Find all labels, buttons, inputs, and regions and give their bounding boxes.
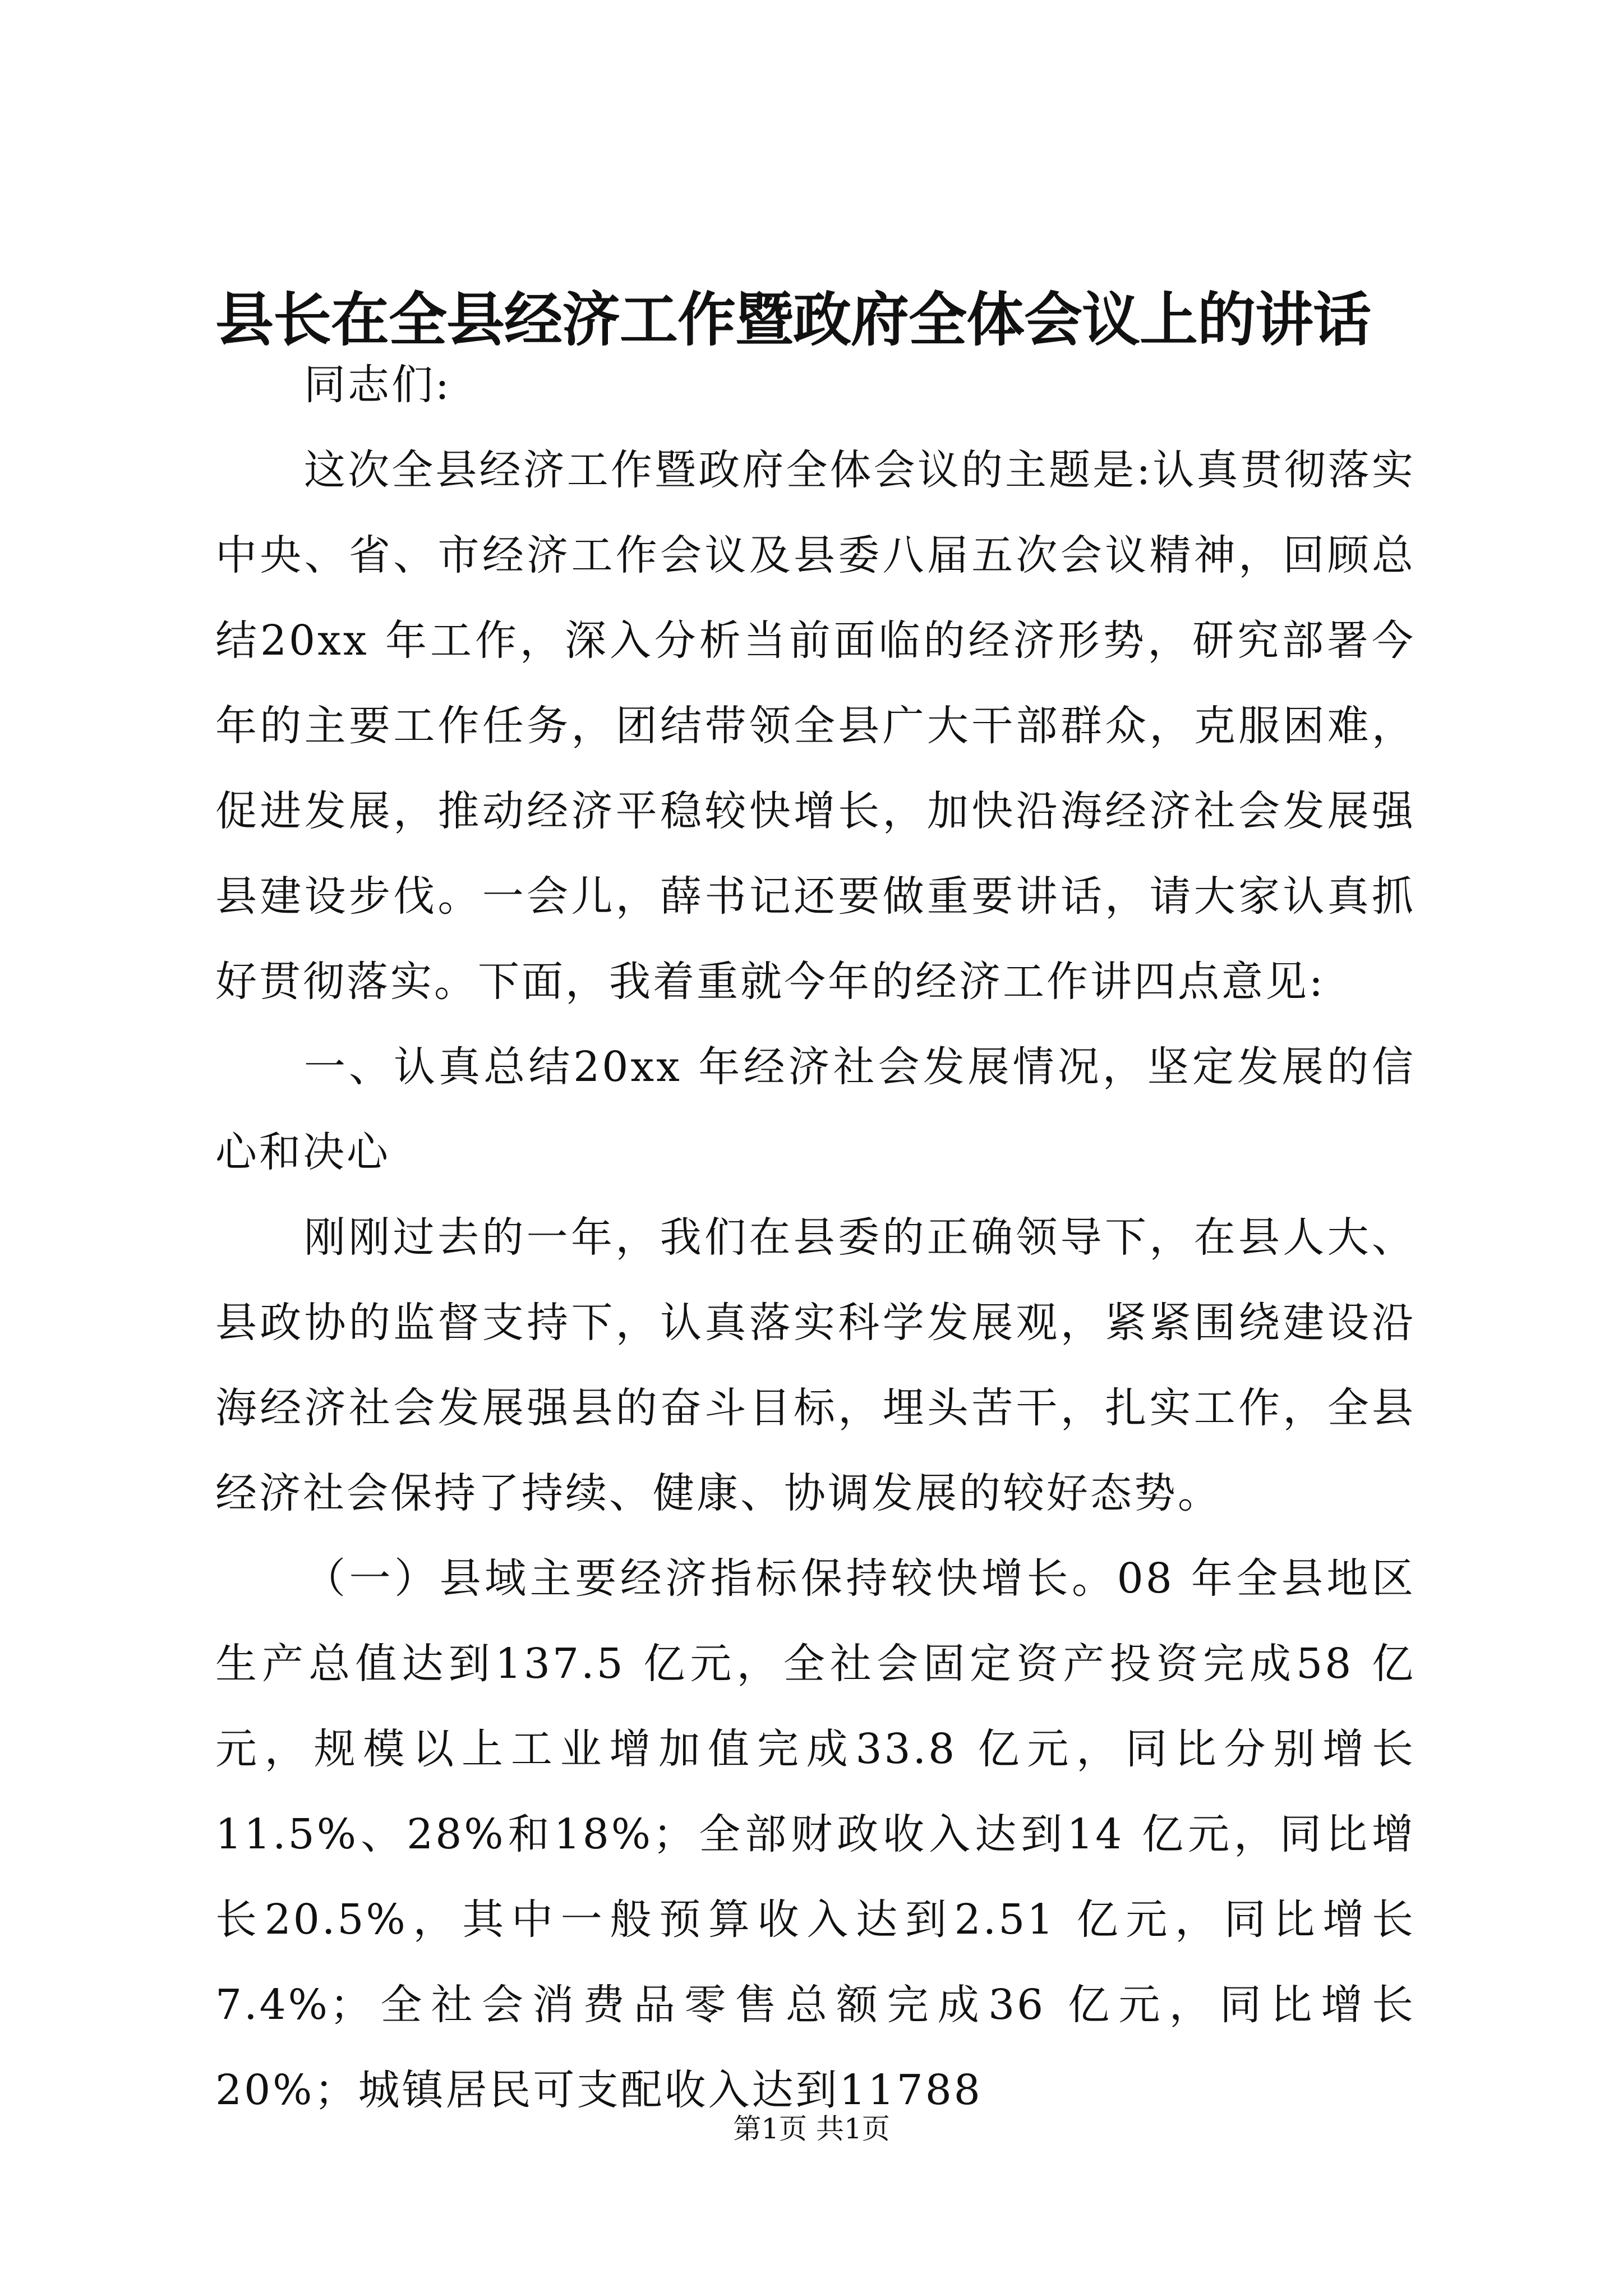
- section-heading-1: 一、认真总结20xx 年经济社会发展情况，坚定发展的信心和决心: [215, 1043, 1415, 1176]
- paragraph-indicators: （一）县域主要经济指标保持较快增长。08 年全县地区生产总值达到137.5 亿元，全社会固定资产投资完成58 亿元，规模以上工业增加值完成33.8 亿元，同比分别增长11.5%、28%和18%；全部财政收入达到14 亿元，同比增长20.5%，其中一般预算收入达到2.51 亿元，同比增长7.4%；全社会消费品零售总额完成36 亿元，同比增长20%；城镇居民可支配收入达到11788: [215, 1554, 1415, 2114]
- page-footer: 第1页 共1页: [733, 2113, 890, 2145]
- document-title: 县长在全县经济工作暨政府全体会议上的讲话: [215, 285, 1371, 354]
- salutation: 同志们:: [304, 361, 451, 409]
- paragraph-intro: 这次全县经济工作暨政府全体会议的主题是:认真贯彻落实中央、省、市经济工作会议及县委八届五次会议精神，回顾总结20xx 年工作，深入分析当前面临的经济形势，研究部署今年的主要工作任务，团结带领全县广大干部群众，克服困难，促进发展，推动经济平稳较快增长，加快沿海经济社会发展强县建设步伐。一会儿，薛书记还要做重要讲话，请大家认真抓好贯彻落实。下面，我着重就今年的经济工作讲四点意见:: [215, 446, 1415, 1006]
- document-body: [215, 342, 1415, 2133]
- paragraph-review: 刚刚过去的一年，我们在县委的正确领导下，在县人大、县政协的监督支持下，认真落实科学发展观，紧紧围绕建设沿海经济社会发展强县的奋斗目标，埋头苦干，扎实工作，全县经济社会保持了持续、健康、协调发展的较好态势。: [215, 1213, 1415, 1517]
